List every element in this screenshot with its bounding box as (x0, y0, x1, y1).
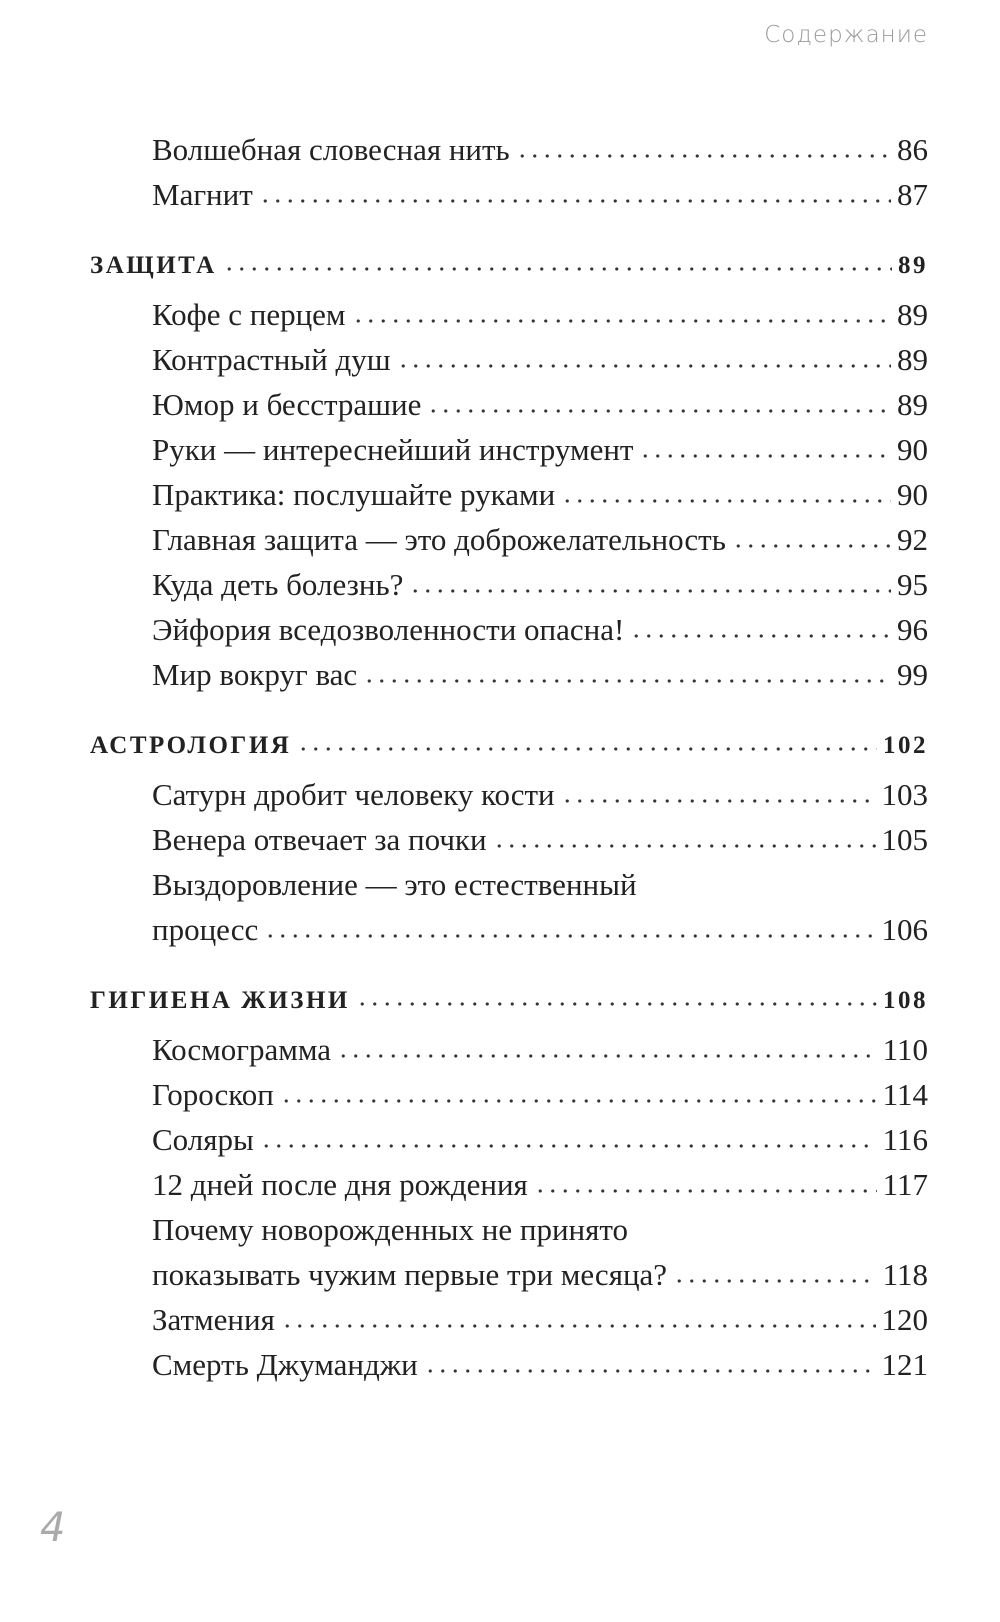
entry-title: Сатурн дробит человеку кости (152, 777, 555, 812)
entry-title: ГИГИЕНА ЖИЗНИ (90, 987, 350, 1014)
entry-title: Соляры (152, 1122, 254, 1157)
entry-title: 12 дней после дня рождения (152, 1167, 528, 1202)
entry-page-number: 89 (898, 252, 928, 279)
page-number: 4 (40, 1505, 66, 1551)
toc-entry[interactable] (90, 172, 928, 217)
entry-title: Кофе с перцем (152, 297, 346, 332)
toc-entry[interactable] (90, 292, 928, 337)
entry-title-continued: процесс (152, 912, 259, 947)
toc-entry[interactable] (90, 1072, 928, 1117)
dot-leader (337, 1052, 877, 1060)
dot-leader (639, 452, 891, 460)
dot-leader (561, 497, 891, 505)
entry-title: Мир вокруг вас (152, 657, 358, 692)
toc-entry[interactable] (90, 127, 928, 172)
dot-leader (352, 317, 891, 325)
entry-title: АСТРОЛОГИЯ (90, 732, 292, 759)
toc-entry[interactable] (90, 607, 928, 652)
dot-leader (297, 745, 877, 753)
entry-page-number: 87 (897, 177, 928, 212)
toc-entry[interactable] (90, 472, 928, 517)
toc-section[interactable] (90, 719, 928, 772)
dot-leader (280, 1097, 877, 1105)
entry-title: Контрастный душ (152, 342, 391, 377)
dot-leader (493, 842, 876, 850)
dot-leader (356, 1000, 877, 1008)
dot-leader (223, 265, 892, 273)
entry-page-number: 106 (881, 912, 928, 947)
entry-page-number: 108 (883, 987, 928, 1014)
entry-page-number: 118 (882, 1257, 928, 1292)
entry-title: Эйфория вседозволенности опасна! (152, 612, 625, 647)
dot-leader (397, 362, 891, 370)
toc-entry[interactable] (90, 382, 928, 427)
running-head: Содержание (764, 22, 928, 48)
toc-entry[interactable] (90, 562, 928, 607)
toc-entry[interactable] (90, 427, 928, 472)
toc-entry[interactable] (90, 817, 928, 862)
entry-page-number: 105 (881, 822, 928, 857)
dot-leader (732, 542, 891, 550)
dot-leader (630, 632, 891, 640)
entry-page-number: 116 (882, 1122, 928, 1157)
entry-title: ЗАЩИТА (90, 252, 217, 279)
toc-entry[interactable] (90, 652, 928, 697)
dot-leader (260, 1142, 877, 1150)
dot-leader (534, 1187, 877, 1195)
entry-page-number: 86 (897, 132, 928, 167)
entry-title: Затмения (152, 1302, 275, 1337)
entry-title: Гороскоп (152, 1077, 274, 1112)
dot-leader (516, 152, 891, 160)
toc-section[interactable] (90, 974, 928, 1027)
entry-title: Смерть Джуманджи (152, 1347, 418, 1382)
entry-title: Руки — интереснейший инструмент (152, 432, 634, 467)
entry-title: Выздоровление — это естественный (152, 867, 637, 902)
dot-leader (259, 197, 891, 205)
entry-page-number: 99 (897, 657, 928, 692)
entry-page-number: 89 (897, 297, 928, 332)
table-of-contents (90, 127, 928, 1387)
entry-page-number: 92 (897, 522, 928, 557)
entry-title: Космограмма (152, 1032, 332, 1067)
dot-leader (363, 677, 891, 685)
entry-page-number: 110 (882, 1032, 928, 1067)
toc-section[interactable] (90, 239, 928, 292)
toc-entry[interactable] (90, 1162, 928, 1207)
entry-title: Волшебная словесная нить (152, 132, 510, 167)
toc-entry[interactable] (90, 1027, 928, 1072)
entry-page-number: 96 (897, 612, 928, 647)
entry-title: Магнит (152, 177, 253, 212)
entry-title: Главная защита — это доброжелательность (152, 522, 726, 557)
toc-entry[interactable] (90, 1342, 928, 1387)
dot-leader (673, 1277, 877, 1285)
entry-page-number: 90 (897, 477, 928, 512)
entry-page-number: 121 (881, 1347, 928, 1382)
toc-entry[interactable] (90, 1117, 928, 1162)
entry-title-continued: показывать чужим первые три месяца? (152, 1257, 668, 1292)
dot-leader (561, 797, 876, 805)
entry-title: Куда деть болезнь? (152, 567, 404, 602)
dot-leader (427, 407, 891, 415)
dot-leader (424, 1367, 876, 1375)
toc-entry-continuation[interactable] (90, 1252, 928, 1297)
dot-leader (264, 932, 875, 940)
toc-entry[interactable] (90, 1207, 928, 1252)
entry-title: Юмор и бесстрашие (152, 387, 422, 422)
toc-entry[interactable] (90, 1297, 928, 1342)
dot-leader (409, 587, 891, 595)
dot-leader (281, 1322, 876, 1330)
entry-title: Практика: послушайте руками (152, 477, 556, 512)
toc-entry[interactable] (90, 517, 928, 562)
toc-entry[interactable] (90, 772, 928, 817)
toc-entry[interactable] (90, 337, 928, 382)
entry-page-number: 102 (883, 732, 928, 759)
entry-page-number: 114 (882, 1077, 928, 1112)
entry-title: Венера отвечает за почки (152, 822, 487, 857)
entry-page-number: 117 (882, 1167, 928, 1202)
entry-page-number: 89 (897, 342, 928, 377)
entry-page-number: 90 (897, 432, 928, 467)
entry-page-number: 120 (881, 1302, 928, 1337)
entry-page-number: 95 (897, 567, 928, 602)
entry-page-number: 103 (881, 777, 928, 812)
toc-entry[interactable] (90, 862, 928, 907)
entry-title: Почему новорожденных не принято (152, 1212, 629, 1247)
toc-entry-continuation[interactable] (90, 907, 928, 952)
entry-page-number: 89 (897, 387, 928, 422)
